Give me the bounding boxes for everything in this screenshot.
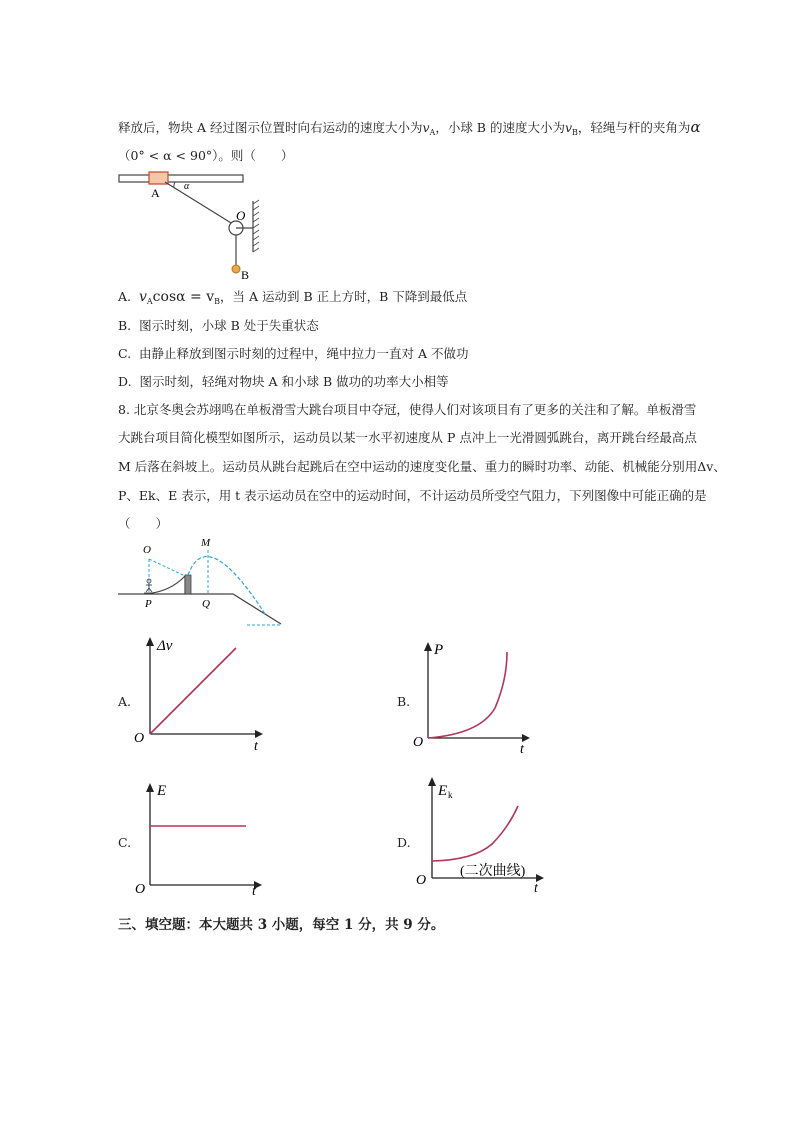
graph-d (410, 772, 560, 897)
vA-symbol: v (422, 120, 430, 135)
q8-stem-line3: M 后落在斜坡上。运动员从跳台起跳后在空中运动的速度变化量、重力的瞬时功率、动能、机械能分别用Δv、 (118, 459, 726, 474)
q7-stem-line1 (118, 119, 701, 141)
fig-a-label: A (151, 186, 160, 200)
q7-stem-text-c: ，轻绳与杆的夹角为 (577, 120, 691, 135)
option-a-formula-mid: cosα = v (152, 289, 215, 305)
vB-symbol: v (564, 120, 573, 135)
q7-option-b[interactable] (118, 318, 319, 334)
fig-alpha-label: α (184, 181, 190, 192)
graph-a-ylabel: Δv (157, 638, 173, 654)
graph-a-option-label[interactable]: A. (118, 694, 132, 709)
wall-hatching (253, 200, 259, 252)
ground (118, 594, 281, 624)
graph-d-note: (二次曲线) (460, 864, 526, 879)
q8-stem-line2: 大跳台项目简化模型如图所示，运动员以某一水平初速度从 P 点冲上一光滑圆弧跳台，离开跳台经最高点 (118, 430, 697, 445)
q8-figure (115, 534, 290, 630)
option-b-label: B. (118, 318, 132, 333)
rope-a (165, 182, 236, 226)
option-a-formula-v: v (138, 289, 147, 305)
option-b-text: 图示时刻，小球 B 处于失重状态 (139, 318, 319, 333)
q7-stem-line2: （0° < α < 90°）。则（ ） (118, 148, 294, 163)
option-d-text: 图示时刻，轻绳对物块 A 和小球 B 做功的功率大小相等 (139, 374, 449, 389)
angle-arc (174, 182, 175, 188)
graph-b-xlabel: t (520, 742, 524, 757)
option-a-formula-sub-b: B (214, 297, 221, 306)
q7-option-c[interactable] (118, 346, 469, 362)
radius-line (149, 559, 185, 576)
fig-b-label: B (241, 268, 250, 282)
graph-d-ylabel: E (438, 783, 448, 799)
option-a-text: ，当 A 运动到 B 正上方时，B 下降到最低点 (220, 289, 468, 304)
platform (185, 575, 191, 594)
graph-a-curve (150, 648, 236, 734)
q7-stem-text-a: 释放后，物块 A 经过图示位置时向右运动的速度大小为 (118, 120, 423, 135)
fig-p-label: P (145, 598, 152, 610)
fig-m-label: M (201, 537, 211, 549)
graph-d-ylabel-sub: k (448, 790, 453, 800)
graph-c-ylabel: E (157, 783, 167, 799)
graph-b-ylabel: P (434, 642, 444, 658)
graph-a (130, 634, 270, 754)
graph-c-option-label[interactable]: C. (118, 835, 132, 850)
option-c-text: 由静止释放到图示时刻的过程中，绳中拉力一直对 A 不做功 (139, 346, 469, 361)
option-d-label: D. (118, 374, 132, 389)
q8-stem-line5: （ ） (118, 516, 169, 531)
graph-a-y-arrow (146, 637, 154, 646)
graph-d-option-label[interactable]: D. (397, 835, 411, 850)
q8-stem-line1: 8. 北京冬奥会苏翊鸣在单板滑雪大跳台项目中夺冠，使得人们对该项目有了更多的关注和了解。单板滑雪 (118, 402, 697, 417)
graph-b (410, 638, 550, 758)
graph-b-y-arrow (424, 642, 432, 651)
vB-subscript: B (572, 128, 578, 137)
q7-option-d[interactable] (118, 374, 449, 390)
graph-a-origin: O (134, 731, 145, 746)
graph-c (130, 778, 270, 898)
alpha-symbol: α (690, 118, 701, 136)
graph-d-origin: O (416, 873, 427, 888)
q8-stem-line4: P、Ek、E 表示，用 t 表示运动员在空中的运动时间，不计运动员所受空气阻力，下列图像中可能正确的是 (118, 488, 707, 503)
graph-d-curve (432, 806, 518, 861)
fig-o-label: O (236, 208, 246, 223)
q7-option-a[interactable] (118, 289, 467, 310)
trajectory (188, 557, 265, 614)
graph-a-x-arrow (255, 730, 263, 738)
q7-stem-text-b: ，小球 B 的速度大小为 (435, 120, 565, 135)
option-c-label: C. (118, 346, 132, 361)
vA-subscript: A (429, 128, 436, 137)
graph-c-xlabel: t (252, 884, 256, 899)
ball-b (232, 265, 240, 273)
graph-b-x-arrow (522, 734, 530, 742)
graph-b-origin: O (413, 735, 424, 750)
fig-q-label: Q (202, 598, 210, 610)
fig-o-label: O (143, 544, 151, 556)
graph-d-xlabel: t (534, 881, 538, 896)
graph-d-y-arrow (428, 777, 436, 786)
graph-c-origin: O (135, 882, 146, 897)
horizontal-rod (119, 175, 243, 182)
graph-b-curve (428, 652, 507, 738)
graph-a-xlabel: t (254, 739, 258, 754)
q7-figure (110, 168, 270, 280)
option-a-formula-sub-a: A (146, 297, 153, 306)
graph-c-y-arrow (146, 783, 154, 792)
section-3-heading: 三、填空题：本大题共 3 小题，每空 1 分，共 9 分。 (118, 917, 445, 933)
graph-b-option-label[interactable]: B. (397, 694, 411, 709)
option-a-label: A. (118, 289, 132, 304)
